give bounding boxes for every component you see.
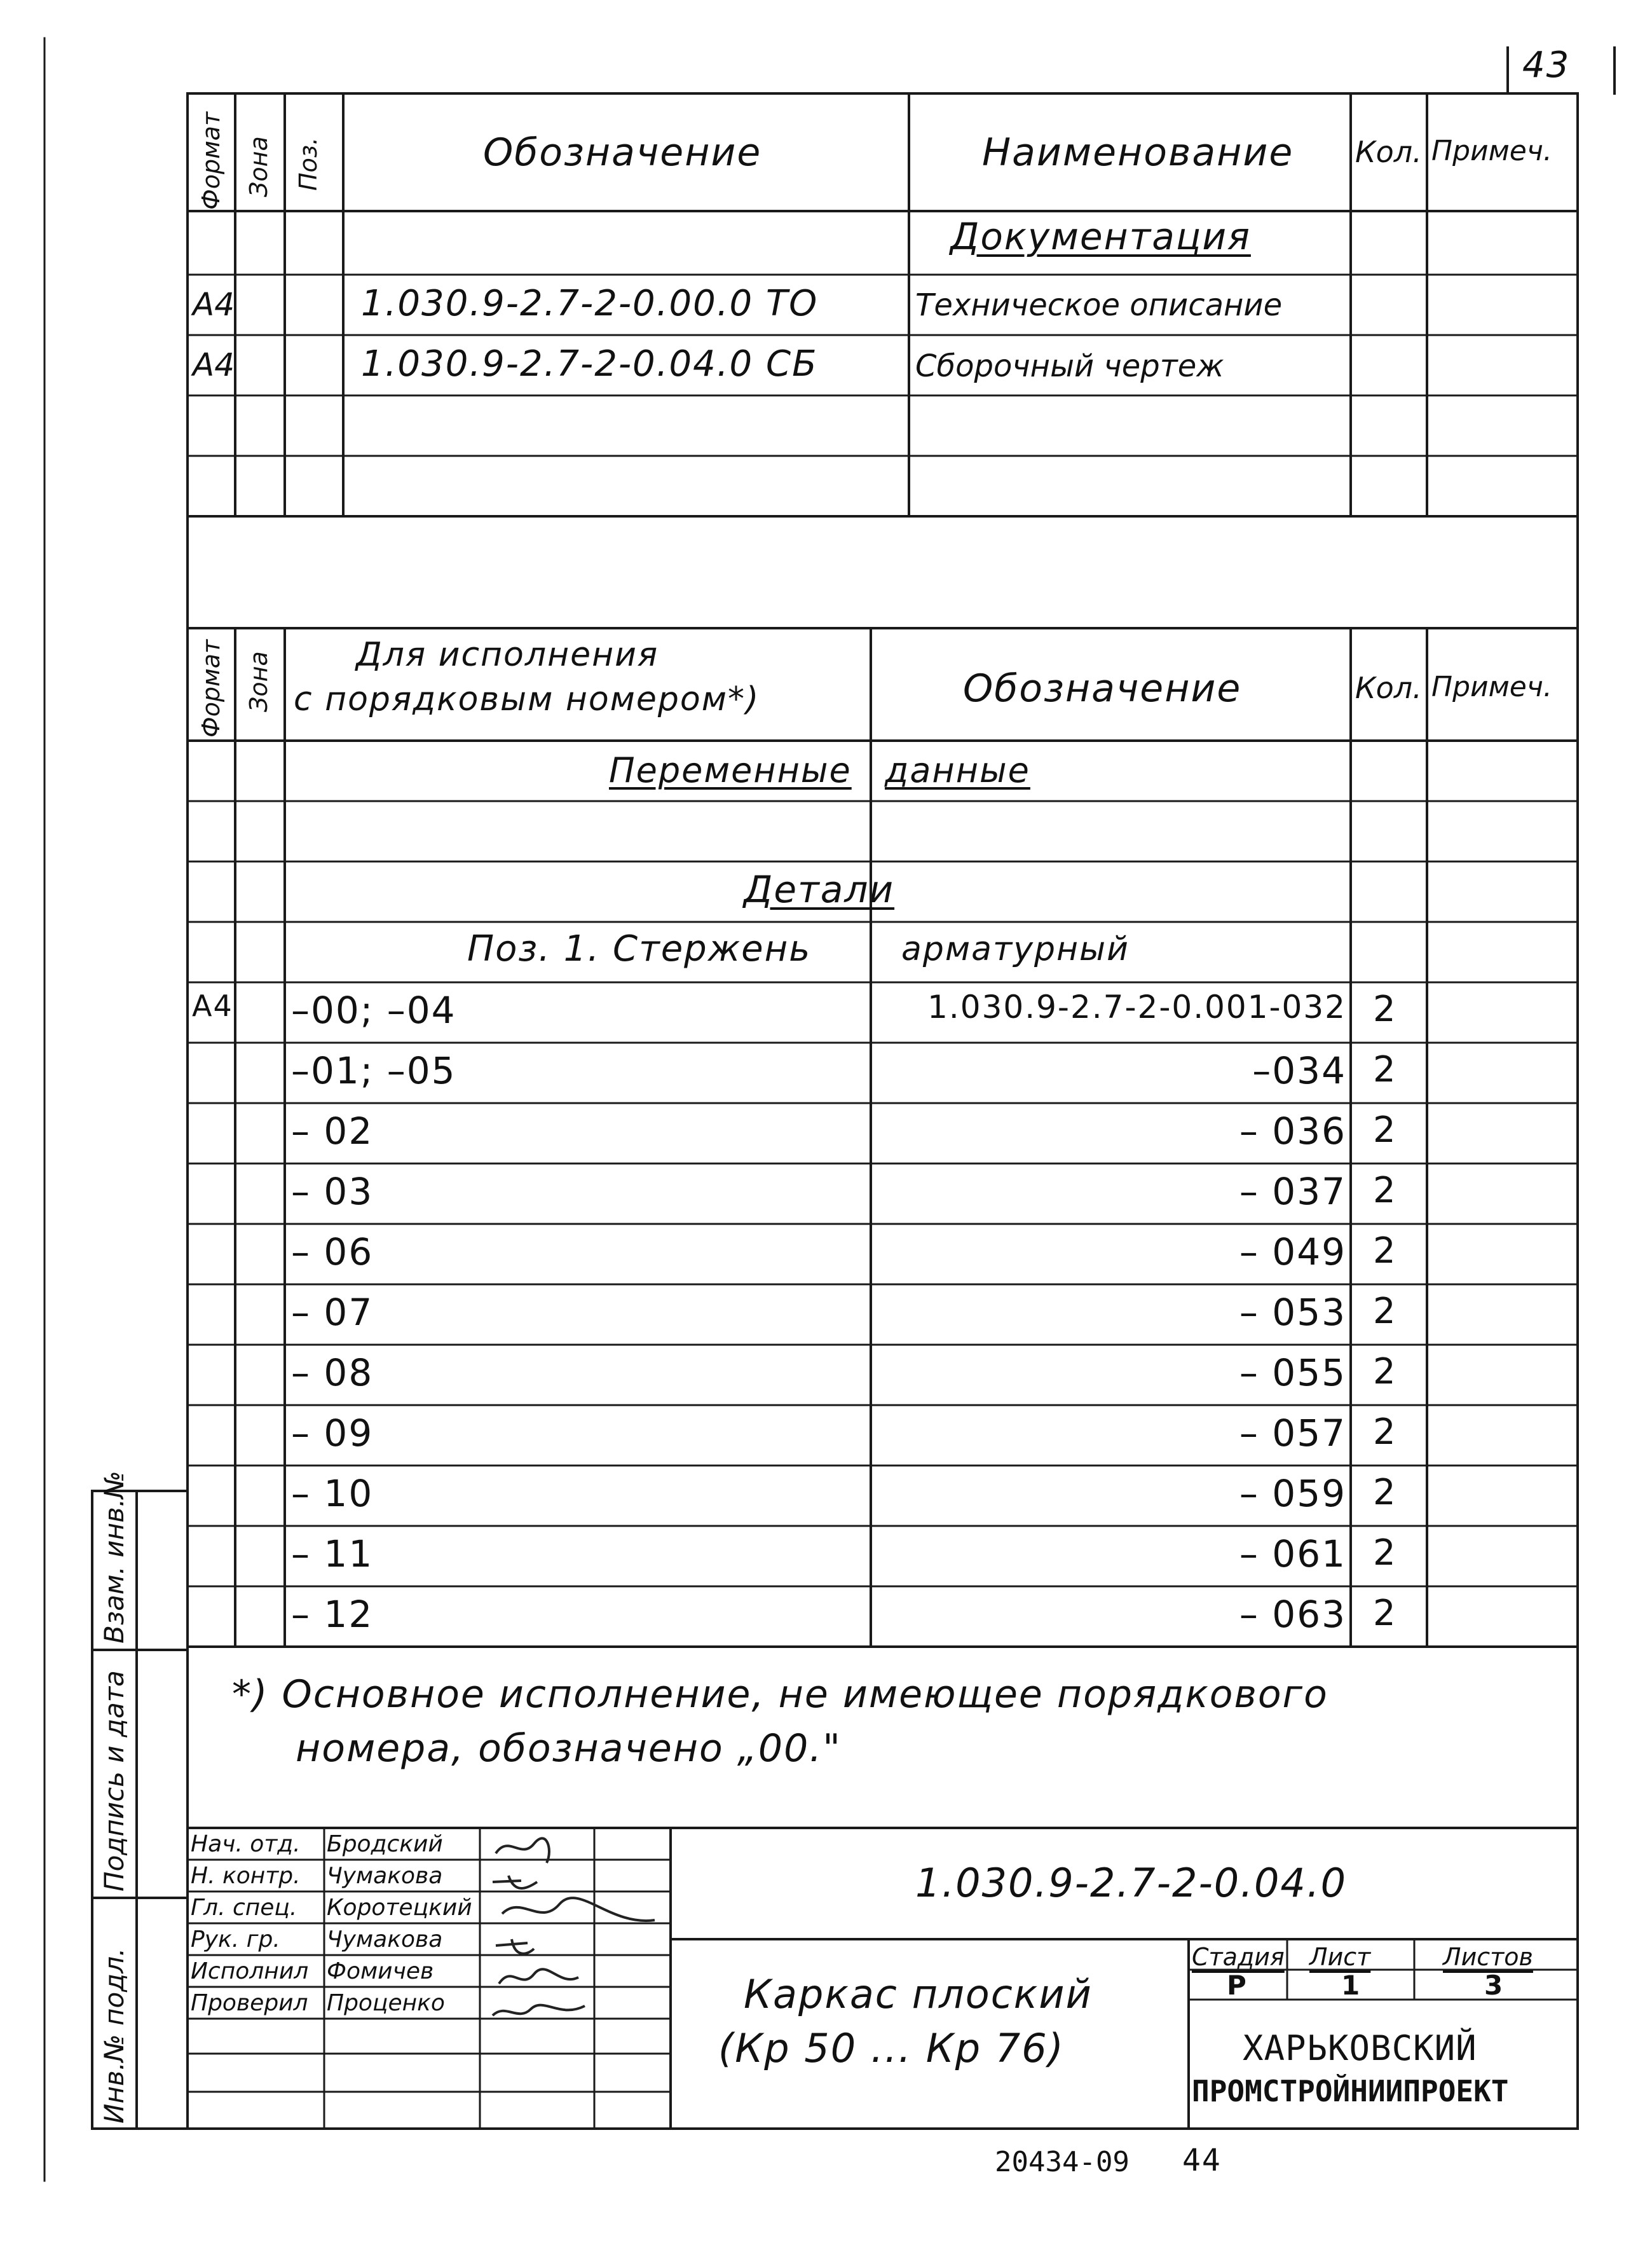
var-row-variant: – 09 — [291, 1411, 374, 1455]
var-header-format: Формат — [197, 639, 225, 738]
var-row-designation: – 036 — [1239, 1109, 1346, 1153]
org-name-line2: ПРОМСТРОЙНИИПРОЕКТ — [1192, 2074, 1509, 2108]
role-person: Проценко — [327, 1990, 445, 2016]
var-header-designation: Обозначение — [963, 666, 1242, 711]
doc-row-1-designation: 1.030.9-2.7-2-0.00.0 ТО — [361, 283, 819, 324]
var-row-variant: – 12 — [291, 1593, 374, 1636]
var-row-qty: 2 — [1373, 1291, 1397, 1332]
product-title-line2: (Кр 50 ... Кр 76) — [718, 2025, 1065, 2071]
role-label: Гл. спец. — [191, 1895, 297, 1921]
footnote-line2: номера, обозначено „00." — [296, 1726, 842, 1771]
page-number: 43 — [1522, 45, 1571, 86]
var-row-designation: – 061 — [1239, 1532, 1346, 1576]
var-row-qty: 2 — [1373, 1230, 1397, 1272]
var-row-designation: – 057 — [1239, 1411, 1346, 1455]
role-label: Рук. гр. — [191, 1926, 280, 1953]
stage-label: Стадия — [1192, 1943, 1285, 1971]
role-person: Чумакова — [327, 1926, 443, 1953]
signatures — [483, 1831, 674, 2098]
footnote-line1: *) Основное исполнение, не имеющее порядкового — [232, 1672, 1328, 1717]
var-row-designation: – 049 — [1239, 1230, 1346, 1274]
stamp-inv-original: Инв.№ подл. — [99, 1947, 130, 2124]
var-row-variant: – 08 — [291, 1351, 374, 1394]
var-row-qty: 2 — [1373, 989, 1397, 1030]
var-row-qty: 2 — [1373, 1411, 1397, 1453]
var-header-variant-line1: Для исполнения — [356, 636, 659, 674]
header-designation: Обозначение — [483, 130, 762, 175]
doc-row-1-format: А4 — [193, 286, 235, 323]
var-row-variant: – 11 — [291, 1532, 374, 1576]
header-name: Наименование — [982, 130, 1294, 175]
var-row-variant: – 02 — [291, 1109, 374, 1153]
position-1-right: арматурный — [901, 930, 1130, 968]
product-title-line1: Каркас плоский — [744, 1971, 1093, 2017]
var-row-variant: – 07 — [291, 1291, 374, 1334]
var-header-qty: Кол. — [1355, 671, 1422, 705]
header-format: Формат — [197, 111, 225, 210]
var-row-variant: – 10 — [291, 1472, 374, 1515]
sheet-label: Лист — [1309, 1943, 1371, 1971]
var-row-qty: 2 — [1373, 1472, 1397, 1513]
role-person: Бродский — [327, 1831, 443, 1857]
doc-row-2-designation: 1.030.9-2.7-2-0.04.0 СБ — [361, 343, 818, 385]
var-row-qty: 2 — [1373, 1170, 1397, 1211]
role-label: Исполнил — [191, 1958, 309, 1984]
var-row-variant: –00; –04 — [291, 989, 456, 1032]
var-header-variant-line2: с порядковым номером*) — [294, 680, 760, 718]
header-pos: Поз. — [294, 137, 322, 191]
var-row-qty: 2 — [1373, 1049, 1397, 1090]
section-details: Детали — [744, 868, 895, 911]
bottom-page: 44 — [1182, 2143, 1222, 2178]
var-row-designation: –034 — [1252, 1049, 1346, 1092]
var-row-format: А4 — [192, 989, 233, 1023]
stage-value: Р — [1227, 1970, 1248, 2001]
header-zone: Зона — [245, 136, 273, 197]
role-label: Нач. отд. — [191, 1831, 301, 1857]
variable-data-left: Переменные — [609, 750, 852, 790]
var-row-qty: 2 — [1373, 1351, 1397, 1392]
role-label: Н. контр. — [191, 1863, 301, 1889]
var-row-qty: 2 — [1373, 1532, 1397, 1574]
doc-row-2-format: А4 — [193, 347, 235, 383]
position-1-left: Поз. 1. Стержень — [467, 928, 812, 970]
var-row-qty: 2 — [1373, 1109, 1397, 1151]
header-note: Примеч. — [1431, 135, 1552, 167]
sheet-value: 1 — [1341, 1970, 1362, 2001]
var-row-designation: 1.030.9-2.7-2-0.001-032 — [927, 989, 1346, 1026]
header-qty: Кол. — [1355, 135, 1422, 169]
stamp-sign-date: Подпись и дата — [99, 1670, 130, 1892]
var-row-designation: – 059 — [1239, 1472, 1346, 1515]
var-row-designation: – 053 — [1239, 1291, 1346, 1334]
sheets-label: Листов — [1443, 1943, 1533, 1971]
var-row-designation: – 055 — [1239, 1351, 1346, 1394]
var-row-qty: 2 — [1373, 1593, 1397, 1634]
var-header-zone: Зона — [245, 651, 273, 712]
section-documentation: Документация — [950, 215, 1251, 258]
doc-row-2-name: Сборочный чертеж — [915, 348, 1224, 384]
var-row-variant: – 03 — [291, 1170, 374, 1213]
org-name-line1: ХАРЬКОВСКИЙ — [1243, 2028, 1477, 2068]
var-header-note: Примеч. — [1431, 671, 1552, 703]
var-row-variant: –01; –05 — [291, 1049, 456, 1092]
var-row-designation: – 063 — [1239, 1593, 1346, 1636]
role-person: Коротецкий — [327, 1895, 472, 1921]
doc-row-1-name: Техническое описание — [915, 287, 1283, 323]
role-person: Фомичев — [327, 1958, 434, 1984]
bottom-code: 20434-09 — [995, 2146, 1130, 2178]
sheets-value: 3 — [1484, 1970, 1505, 2001]
role-label: Проверил — [191, 1990, 308, 2016]
stamp-replaced-inv: Взам. инв.№ — [99, 1471, 130, 1644]
variable-data-right: данные — [885, 750, 1030, 790]
var-row-designation: – 037 — [1239, 1170, 1346, 1213]
role-person: Чумакова — [327, 1863, 443, 1889]
doc-code: 1.030.9-2.7-2-0.04.0 — [915, 1860, 1348, 1906]
var-row-variant: – 06 — [291, 1230, 374, 1274]
